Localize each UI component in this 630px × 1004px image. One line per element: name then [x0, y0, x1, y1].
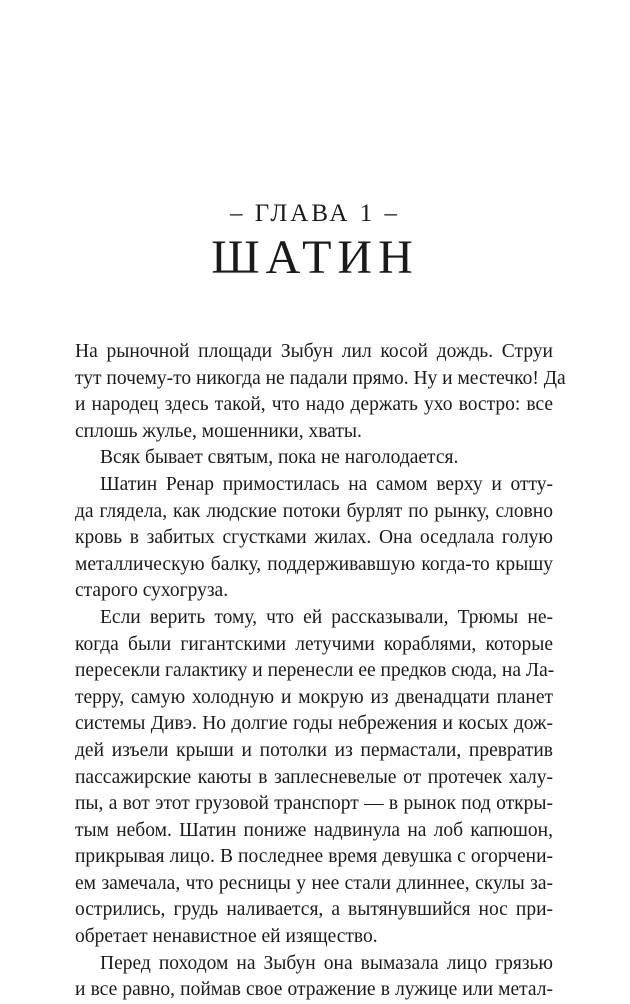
- paragraph: [75, 472, 553, 605]
- text-line: тым небом. Шатин пониже надвинула на лоб капюшон,: [75, 819, 553, 841]
- text-line: На рыночной площади Зыбун лил косой дождь. Струи: [75, 341, 553, 362]
- text-line: острились, грудь наливается, а вытянувшийся нос при-: [75, 899, 553, 921]
- text-line: терру, самую холодную и мокрую из двенадцати планет: [75, 686, 553, 708]
- text-line: тут почему-то никогда не падали прямо. Ну и местечко! Да: [75, 367, 566, 389]
- paragraph: [75, 605, 553, 951]
- text-line: ем замечала, что ресницы у нее стали длиннее, скулы за-: [75, 872, 553, 894]
- text-line: Перед походом на Зыбун она вымазала лицо грязью: [100, 952, 553, 974]
- paragraph: [75, 445, 553, 472]
- chapter-title: ШАТИН: [211, 231, 419, 284]
- text-line: Шатин Ренар примостилась на самом верху и отту-: [100, 473, 553, 495]
- text-line: сплошь жулье, мошенники, хваты.: [75, 420, 362, 442]
- text-line: пересекли галактику и перенесли ее предков сюда, на Ла-: [75, 660, 555, 682]
- text-line: пассажирские каюты в заплесневелые от протечек халу-: [75, 766, 553, 788]
- text-line: Всяк бывает святым, пока не наголодается.: [100, 447, 459, 469]
- text-line: обретает ненавистное ей изящество.: [75, 926, 378, 948]
- text-line: и народец здесь такой, что надо держать ухо востро: все: [75, 394, 553, 416]
- text-line: прикрывая лицо. В последнее время девушка с огорчени-: [75, 846, 553, 868]
- text-line: пы, а вот этот грузовой транспорт — в рынок под откры-: [75, 793, 553, 815]
- text-line: системы Дивэ. Но долгие годы небрежения и косых дож-: [75, 713, 553, 735]
- text-line: Если верить тому, что ей рассказывали, Трюмы не-: [100, 606, 553, 628]
- text-line: металлическую балку, поддерживавшую когда-то крышу: [75, 553, 553, 575]
- text-line: когда были гигантскими летучими кораблями, которые: [75, 633, 553, 655]
- text-line: да глядела, как людские потоки бурлят по рынку, словно: [75, 500, 553, 522]
- text-line: дей изъели крыши и потолки из пермастали, превратив: [75, 739, 553, 761]
- chapter-number: – ГЛАВА 1 –: [230, 200, 400, 227]
- text-line: старого сухогруза.: [75, 580, 229, 602]
- paragraph: [75, 339, 566, 445]
- text-line: кровь в забитых сгустками жилах. Она оседлала голую: [75, 527, 553, 549]
- body-text: [75, 339, 566, 1004]
- text-line: и все равно, поймав свое отражение в лужице или метал-: [75, 979, 553, 1001]
- paragraph: [75, 951, 553, 1004]
